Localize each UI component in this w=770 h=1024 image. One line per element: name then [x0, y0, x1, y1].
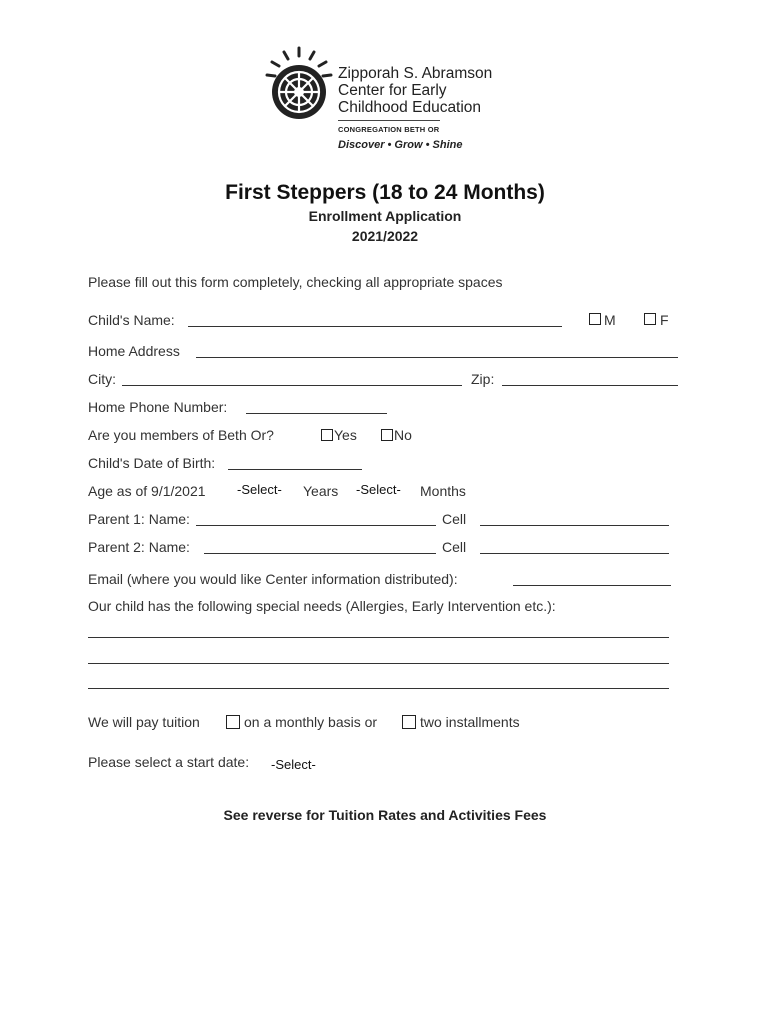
- female-checkbox[interactable]: [644, 313, 656, 325]
- parent2-cell-field[interactable]: [480, 553, 669, 554]
- age-months-select[interactable]: -Select-: [356, 482, 401, 497]
- home-phone-field[interactable]: [246, 413, 387, 414]
- logo-divider: [338, 120, 440, 121]
- members-no-checkbox[interactable]: [381, 429, 393, 441]
- male-label: M: [604, 312, 616, 328]
- months-label: Months: [420, 483, 466, 499]
- female-label: F: [660, 312, 669, 328]
- logo-name-line-2: Center for Early: [338, 82, 447, 99]
- city-label: City:: [88, 371, 116, 387]
- email-field[interactable]: [513, 585, 671, 586]
- members-no-label: No: [394, 427, 412, 443]
- installments-label: two installments: [420, 714, 520, 730]
- home-phone-label: Home Phone Number:: [88, 399, 228, 415]
- special-needs-line-1[interactable]: [88, 637, 669, 638]
- monthly-checkbox[interactable]: [226, 715, 240, 729]
- page-year: 2021/2022: [351, 228, 419, 244]
- parent1-label: Parent 1: Name:: [88, 511, 190, 527]
- reverse-note: See reverse for Tuition Rates and Activities Fees: [223, 807, 547, 823]
- logo-name-line-3: Childhood Education: [338, 99, 482, 116]
- members-yes-checkbox[interactable]: [321, 429, 333, 441]
- age-label: Age as of 9/1/2021: [88, 483, 206, 499]
- page-title: First Steppers (18 to 24 Months): [225, 181, 545, 204]
- city-field[interactable]: [122, 385, 462, 386]
- parent1-name-field[interactable]: [196, 525, 436, 526]
- male-checkbox[interactable]: [589, 313, 601, 325]
- members-yes-label: Yes: [334, 427, 357, 443]
- parent1-cell-label: Cell: [442, 511, 467, 527]
- page-subtitle: Enrollment Application: [308, 208, 462, 224]
- zip-field[interactable]: [502, 385, 678, 386]
- home-address-label: Home Address: [88, 343, 180, 359]
- age-years-select[interactable]: -Select-: [237, 482, 282, 497]
- home-address-field[interactable]: [196, 357, 678, 358]
- parent1-cell-field[interactable]: [480, 525, 669, 526]
- parent2-cell-label: Cell: [442, 539, 467, 555]
- email-label: Email (where you would like Center information distributed):: [88, 571, 458, 587]
- parent2-label: Parent 2: Name:: [88, 539, 190, 555]
- special-needs-label: Our child has the following special needs (Allergies, Early Intervention etc.):: [88, 598, 556, 614]
- tuition-label: We will pay tuition: [88, 714, 200, 730]
- monthly-label: on a monthly basis or: [244, 714, 378, 730]
- dob-label: Child's Date of Birth:: [88, 455, 216, 471]
- parent2-name-field[interactable]: [204, 553, 436, 554]
- zip-label: Zip:: [471, 371, 495, 387]
- start-date-label: Please select a start date:: [88, 754, 250, 770]
- form-instructions: Please fill out this form completely, checking all appropriate spaces: [88, 274, 503, 290]
- dob-field[interactable]: [228, 469, 362, 470]
- sun-logo-icon: [262, 44, 336, 122]
- members-label: Are you members of Beth Or?: [88, 427, 274, 443]
- special-needs-line-2[interactable]: [88, 663, 669, 664]
- start-date-select[interactable]: -Select-: [271, 757, 316, 772]
- logo-tagline: Discover • Grow • Shine: [338, 139, 463, 151]
- special-needs-line-3[interactable]: [88, 688, 669, 689]
- installments-checkbox[interactable]: [402, 715, 416, 729]
- logo-name-line-1: Zipporah S. Abramson: [338, 65, 493, 82]
- child-name-label: Child's Name:: [88, 312, 175, 328]
- child-name-field[interactable]: [188, 326, 562, 327]
- logo-congregation: CONGREGATION BETH OR: [338, 125, 440, 134]
- years-label: Years: [303, 483, 339, 499]
